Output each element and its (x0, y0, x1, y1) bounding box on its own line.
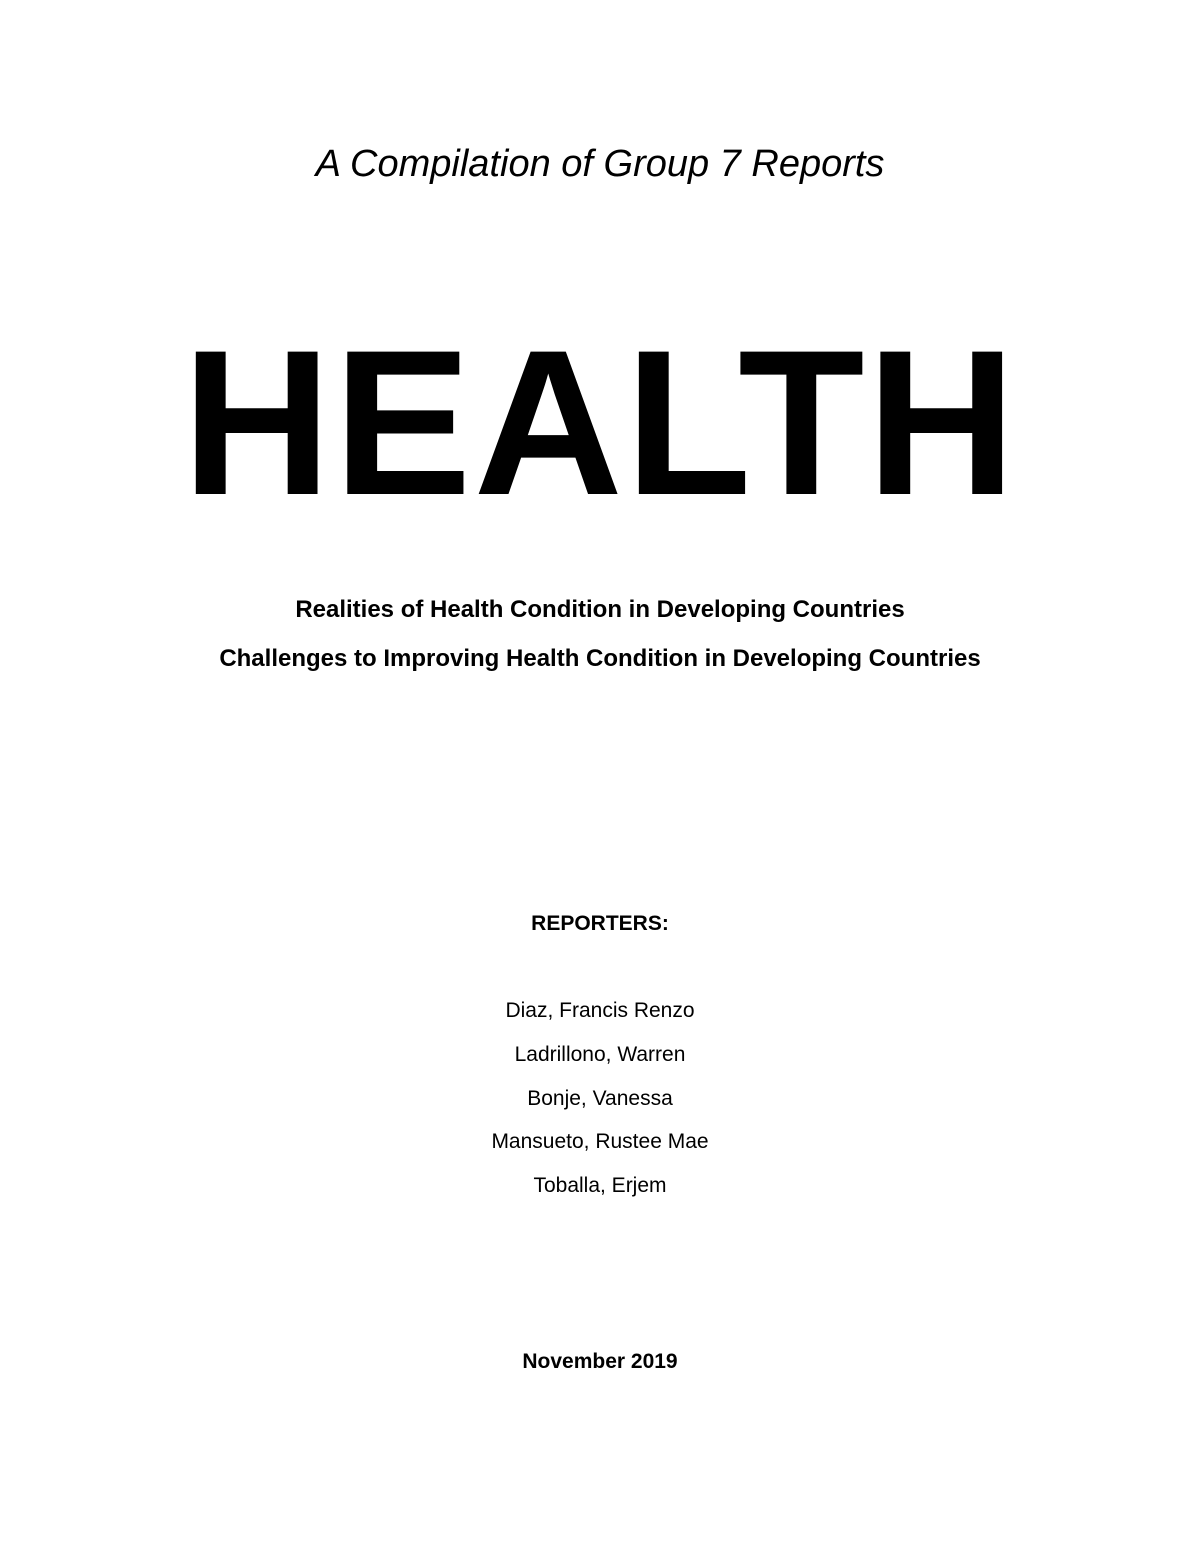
topic-realities: Realities of Health Condition in Developing Countries (295, 596, 905, 623)
compilation-subtitle: A Compilation of Group 7 Reports (315, 143, 885, 185)
reporter-name: Diaz, Francis Renzo (505, 999, 695, 1022)
topic-challenges: Challenges to Improving Health Condition in Developing Countries (219, 645, 981, 672)
reporter-name: Ladrillono, Warren (514, 1043, 686, 1066)
page-title: HEALTH (181, 307, 1019, 538)
reporter-name: Mansueto, Rustee Mae (491, 1130, 709, 1153)
reporter-name: Toballa, Erjem (533, 1174, 667, 1197)
report-date: November 2019 (522, 1350, 678, 1373)
reporters-heading: REPORTERS: (531, 912, 669, 935)
reporter-name: Bonje, Vanessa (527, 1087, 673, 1110)
